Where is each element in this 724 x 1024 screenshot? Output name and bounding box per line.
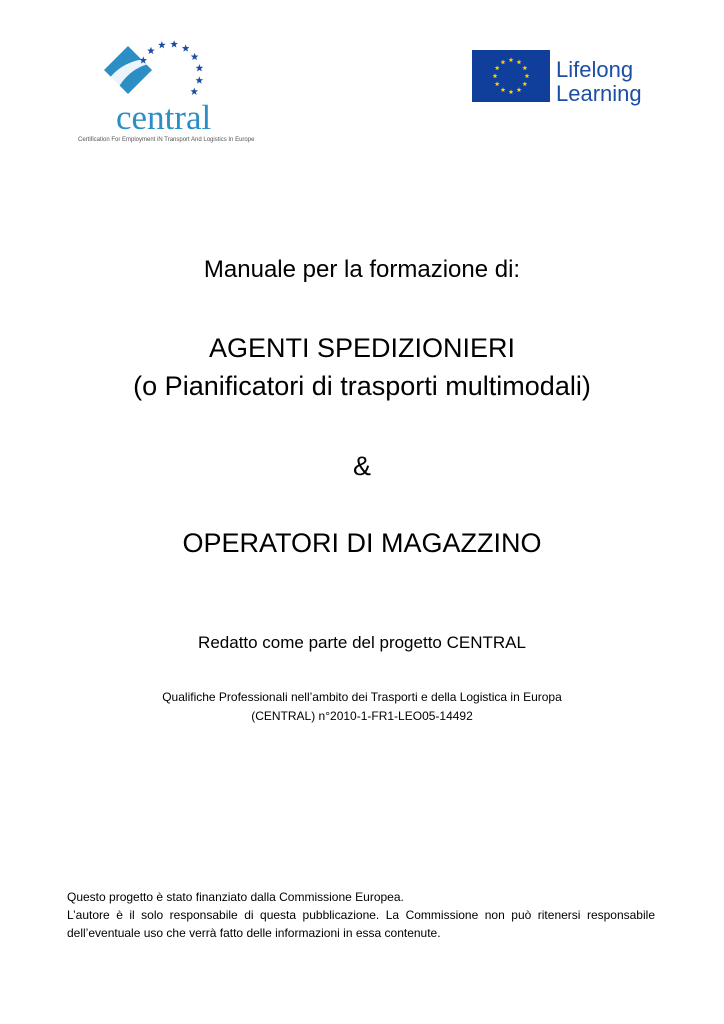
central-star-icon [147,47,155,54]
disclaimer [67,888,655,942]
central-star-icon [191,53,199,60]
eu-star-icon [517,87,522,92]
eu-star-icon [525,73,530,78]
eu-text-line1: Lifelong [556,57,634,82]
eu-star-icon [517,60,522,65]
central-star-icon [170,40,178,47]
eu-program-text [556,58,642,106]
central-star-icon [158,41,166,48]
manual-intro-heading: Manuale per la formazione di: [203,256,521,283]
qualification-line1: Qualifiche Professionali nell’ambito dei Trasporti e della Logistica in Europa [162,690,562,704]
eu-star-icon [522,65,527,70]
eu-text-line2: Learning [556,81,642,106]
eu-star-icon [522,81,527,86]
subtitle: Redatto come parte del progetto CENTRAL [198,633,526,652]
central-tagline: Certification For Employment iN Transport And Logistics In Europe [78,137,255,143]
central-star-icon [196,64,204,71]
disclaimer-line2: L’autore è il solo responsabile di questa pubblicazione. La Commissione non può ritenersi responsabile dell’eventuale uso che verrà fatto delle informazioni in essa contenute. [67,908,655,940]
central-star-icon [182,44,190,51]
title-ampersand: & [352,451,371,481]
central-star-icon [190,88,198,95]
central-wordmark: central [116,98,212,137]
qualification-line2: (CENTRAL) n°2010-1-FR1-LEO05-14492 [251,709,473,723]
eu-star-icon [495,81,500,86]
central-logo [78,40,268,150]
central-star-icon [196,76,204,83]
eu-lifelong-learning-logo [472,50,662,106]
disclaimer-line1: Questo progetto è stato finanziato dalla Commissione Europea. [67,890,404,904]
eu-star-icon [509,89,514,94]
title-operatori: OPERATORI DI MAGAZZINO [182,528,542,558]
eu-star-icon [501,87,506,92]
eu-star-icon [501,60,506,65]
title-agenti: AGENTI SPEDIZIONIERI [208,333,516,363]
eu-flag-icon [472,50,550,102]
eu-star-icon [509,57,514,62]
eu-star-icon [495,65,500,70]
eu-star-icon [493,73,498,78]
title-pianificatori: (o Pianificatori di trasporti multimodali) [133,371,591,401]
